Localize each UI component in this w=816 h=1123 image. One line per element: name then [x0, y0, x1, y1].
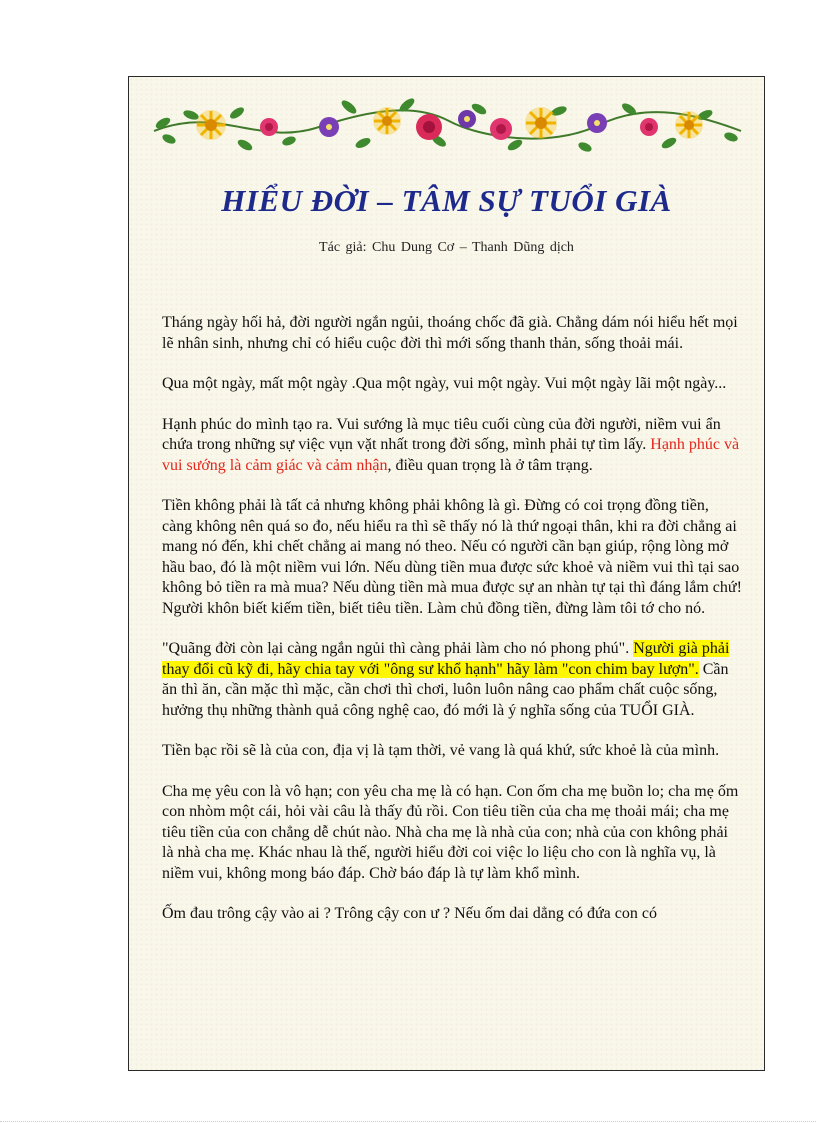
paragraph [162, 639, 742, 721]
paragraph: Qua một ngày, mất một ngày .Qua một ngày, vui một ngày. Vui một ngày lãi một ngày... [162, 375, 727, 392]
document-title: HIỂU ĐỜI – TÂM SỰ TUỔI GIÀ [221, 183, 672, 218]
paragraph-text: Hạnh phúc do mình tạo ra. Vui sướng là mục tiêu cuối cùng của đời người, niềm vui ẩn chứa trong những sự việc vụn vặt nhất trong đời sống, mình phải tự tìm lấy. [162, 415, 721, 453]
paragraph: Tiền bạc rồi sẽ là của con, địa vị là tạm thời, vẻ vang là quá khứ, sức khoẻ là của mình. [162, 742, 720, 759]
highlighted-text: Người già phải thay đổi cũ kỹ đi, hãy chia tay với "ông sư khổ hạnh" hãy làm "con chim bay lượn". [162, 640, 730, 678]
red-emphasis-text: Hạnh phúc và vui sướng là cảm giác và cảm nhận [162, 436, 740, 474]
paragraph-text: , điều quan trọng là ở tâm trạng. [387, 456, 593, 474]
author-line: Tác giả: Chu Dung Cơ – Thanh Dũng dịch [319, 240, 574, 255]
paragraph: Tiền không phải là tất cả nhưng không phải không là gì. Đừng có coi trọng đồng tiền, càng không nên quá so đo, nếu hiểu ra thì sẽ thấy nó là thứ ngoại thân, khi ra đời chẳng ai mang nó đến, khi chết chẳng ai mang nó theo. Nếu có người cần bạn giúp, rộng lòng mở hầu bao, đó là một niềm vui lớn. Nếu dùng tiền mua được sức khoẻ và niềm vui thì tại sao không bỏ tiền ra mà mua? Nếu dùng tiền mà mua được sự an nhàn tự tại thì đáng lắm chứ! Người khôn biết kiếm tiền, biết tiêu tiền. Làm chủ đồng tiền, đừng làm tôi tớ cho nó. [162, 497, 742, 617]
paragraph: Cha mẹ yêu con là vô hạn; con yêu cha mẹ là có hạn. Con ốm cha mẹ buồn lo; cha mẹ ốm con nhòm một cái, hỏi vài câu là thấy đủ rồi. Con tiêu tiền của cha mẹ thoải mái; cha mẹ tiêu tiền của con chẳng dễ chút nào. Nhà cha mẹ là nhà của con; nhà của con không phải là nhà cha mẹ. Khác nhau là thế, người hiểu đời coi việc lo liệu cho con là nghĩa vụ, là niềm vui, không mong báo đáp. Chờ báo đáp là tự làm khổ mình. [162, 782, 739, 882]
paragraph [162, 415, 742, 477]
paragraph-text: Cần ăn thì ăn, cần mặc thì mặc, cần chơi thì chơi, luôn luôn nâng cao phẩm chất cuộc sống, hưởng thụ những thành quả công nghệ cao, đó mới là ý nghĩa sống của TUỔI GIÀ. [162, 660, 729, 719]
document-frame [128, 76, 765, 1071]
article-body [162, 313, 742, 945]
paragraph-text: "Quãng đời còn lại càng ngắn ngủi thì càng phải làm cho nó phong phú". [162, 640, 634, 657]
paragraph: Ốm đau trông cậy vào ai ? Trông cậy con ư ? Nếu ốm dai dẳng có đứa con có [162, 905, 657, 922]
page-divider [0, 1121, 816, 1122]
paragraph: Tháng ngày hối hả, đời người ngắn ngủi, thoáng chốc đã già. Chẳng dám nói hiểu hết mọi lẽ nhân sinh, nhưng chỉ có hiểu cuộc đời thì mới sống thanh thản, sống thoải mái. [162, 314, 738, 352]
flower-garland [149, 85, 745, 167]
